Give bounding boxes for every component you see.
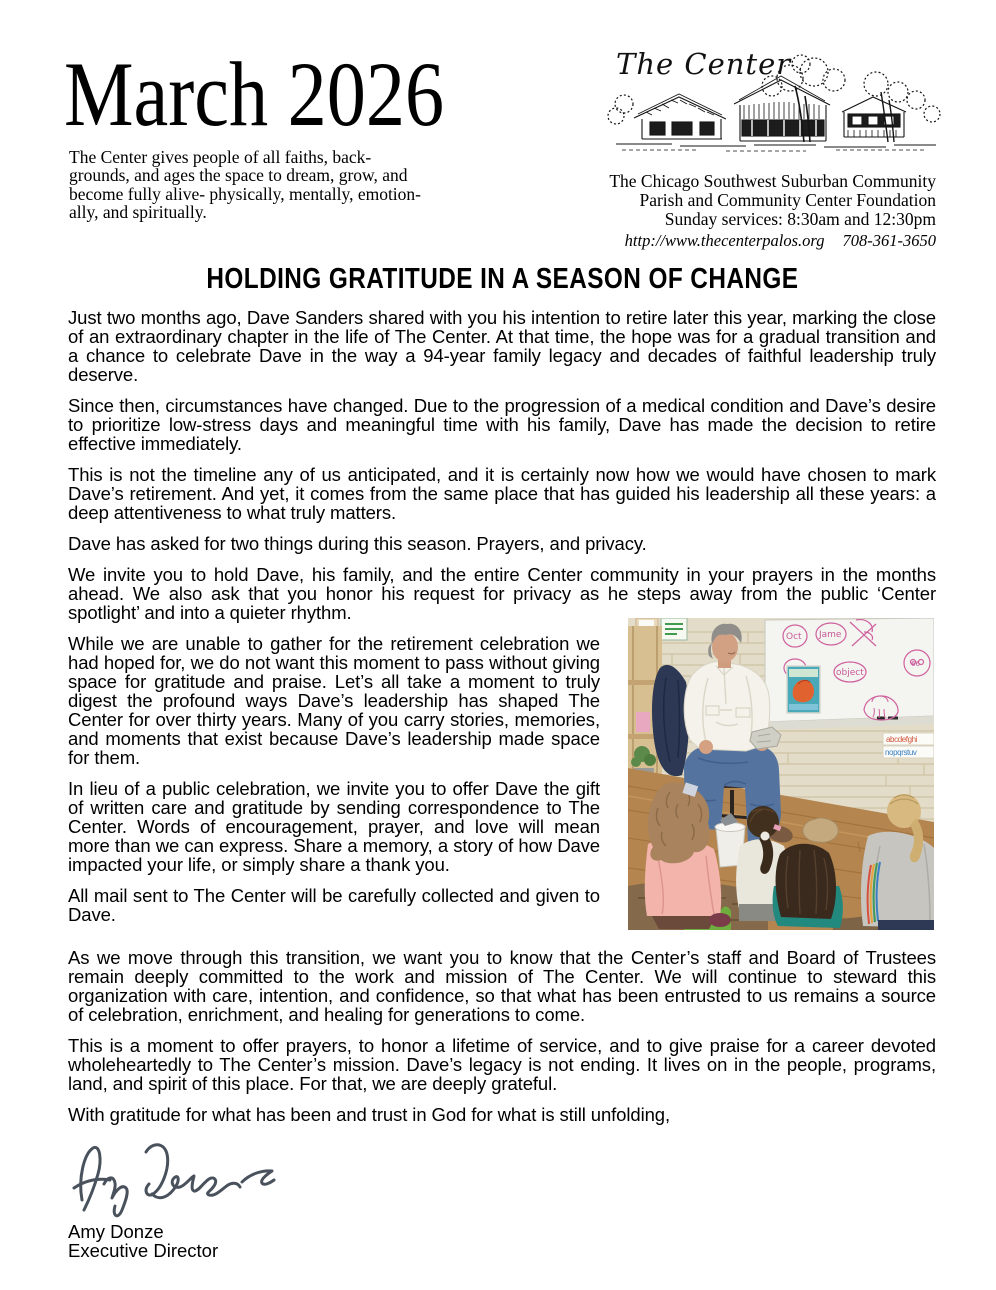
tagline-line: become fully alive- physically, mentally, emotion-	[69, 183, 421, 204]
article-headline	[68, 264, 936, 295]
photo-alphabet-chart	[883, 733, 934, 758]
article	[0, 264, 996, 1260]
signature-handwriting	[70, 1136, 300, 1218]
org-info	[516, 172, 936, 250]
photo-book	[787, 666, 820, 713]
article-paragraph: Just two months ago, Dave Sanders shared with you his intention to retire later this year, marking the close of an extraordinary chapter in the life of The Center. At that time, the hope was for a gradual transition and a chance to celebrate Dave in the way a 94-year family legacy and decades of faithful leadership truly deserve.	[68, 307, 936, 385]
alphabet-row: abcdefghi	[886, 735, 918, 744]
issue-title	[64, 43, 511, 145]
issue-title-text: March 2026	[64, 43, 445, 145]
classroom-photo	[628, 618, 934, 930]
org-phone: 708-361-3650	[842, 230, 936, 250]
article-paragraph: We invite you to hold Dave, his family, and the entire Center community in your prayers in the months ahead. We also ask that you honor his request for privacy as he steps away from the public ‘Center spotlight’ and into a quieter rhythm.	[68, 564, 936, 623]
org-url: http://www.thecenterpalos.org	[624, 230, 825, 250]
alphabet-row: nopqrstuv	[885, 748, 917, 757]
text-photo-section	[68, 630, 936, 936]
center-logo	[576, 42, 956, 175]
article-headline-text: HOLDING GRATITUDE IN A SEASON OF CHANGE	[205, 263, 799, 295]
org-contact	[516, 231, 936, 250]
tagline-line: The Center gives people of all faiths, back-	[69, 147, 372, 167]
photo-stuffed-animal	[803, 818, 838, 842]
article-paragraph: As we move through this transition, we want you to know that the Center’s staff and Board of Trustees remain deeply committed to the work and mission of The Center. We will continue to steward this organization with care, intention, and confidence, so that what has been entrusted to us remains a source of celebration, enrichment, and healing for generations to come.	[68, 947, 936, 1025]
signature-block	[68, 1136, 936, 1260]
org-line: Parish and Community Center Foundation	[639, 190, 936, 211]
whiteboard-word: object	[836, 668, 864, 678]
article-paragraph: Since then, circumstances have changed. Due to the progression of a medical condition and Dave’s desire to prioritize low-stress days and meaningful time with his family, Dave has made the decision to retire effective immediately.	[68, 395, 936, 454]
article-paragraph: With gratitude for what has been and trust in God for what is still unfolding,	[68, 1104, 670, 1125]
logo-script-text: The Center	[616, 47, 792, 81]
article-paragraph: This is not the timeline any of us anticipated, and it is certainly now how we would have chosen to mark Dave’s retirement. And yet, it comes from the same place that has guided his leadership all these years: a deep attentiveness to what truly matters.	[68, 464, 936, 523]
masthead	[0, 0, 996, 258]
article-paragraph: In lieu of a public celebration, we invite you to offer Dave the gift of written care and gratitude by sending correspondence to The Center. Words of encouragement, prayer, and love will mean more than we can express. Share a memory, a story of how Dave impacted your life, or simply share a thank you.	[68, 778, 600, 875]
left-text-column	[68, 634, 600, 936]
article-paragraph: This is a moment to offer prayers, to honor a lifetime of service, and to give praise for a career devoted wholeheartedly to The Center’s mission. Dave’s legacy is not ending. It lives on in the people, programs, land, and spirit of this place. For that, we are deeply grateful.	[68, 1035, 936, 1094]
org-line: The Chicago Southwest Suburban Community	[609, 171, 936, 191]
article-paragraph: Dave has asked for two things during this season. Prayers, and privacy.	[68, 533, 647, 554]
tagline-line: ally, and spiritually.	[69, 202, 207, 223]
center-building-illustration	[576, 42, 956, 170]
whiteboard-word: Oct	[786, 632, 802, 642]
org-line: Sunday services: 8:30am and 12:30pm	[664, 209, 936, 230]
whiteboard-word: 66	[911, 660, 920, 668]
signature-name: Amy Donze	[68, 1221, 164, 1242]
article-paragraph: All mail sent to The Center will be carefully collected and given to Dave.	[68, 885, 600, 925]
mission-tagline	[69, 148, 479, 222]
whiteboard-word: Jame	[819, 630, 842, 640]
article-paragraph: While we are unable to gather for the retirement celebration we had hoped for, we do not want this moment to pass without giving space for gratitude and praise. Let’s all take a moment to truly digest the profound ways Dave’s leadership has shaped The Center for over thirty years. Many of you carry stories, memories, and moments that exist because Dave’s leadership made space for them.	[68, 633, 600, 768]
signature-title: Executive Director	[68, 1240, 219, 1261]
tagline-line: grounds, and ages the space to dream, grow, and	[69, 165, 408, 186]
